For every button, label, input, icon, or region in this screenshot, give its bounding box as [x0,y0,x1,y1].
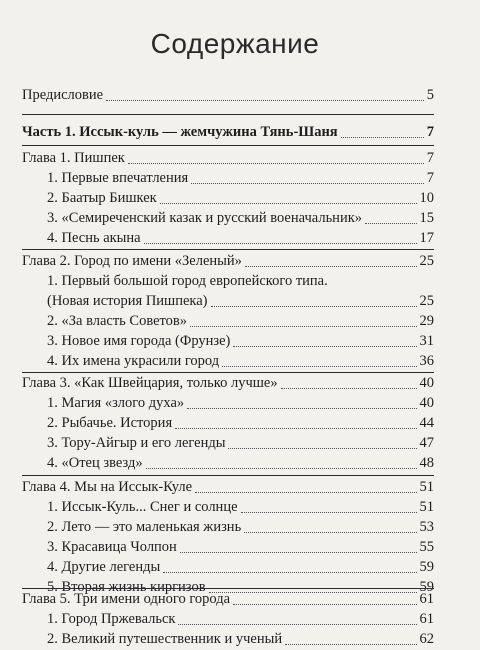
toc-entry-section [0,168,480,188]
page-title: Содержание [150,28,320,59]
toc-entry-label: 2. «За власть Советов» [47,313,188,329]
toc-entry-label: 1. Первый большой город европейского типа. [47,273,328,289]
toc-entry-page: 51 [419,479,434,495]
toc-entry-section [0,393,480,413]
toc-entry-page: 10 [419,190,434,206]
toc-entry-page: 48 [419,455,434,471]
toc-entry-section [0,228,480,248]
dot-leader [190,326,416,327]
toc-entry-label: 3. Тору-Айгыр и его легенды [47,435,226,451]
toc-entry-section [0,537,480,557]
toc-entry-page: 40 [419,395,434,411]
section-divider [22,145,434,146]
toc-entry-page: 29 [419,313,434,329]
toc-entry-label: 1. Первые впечатления [47,170,189,186]
toc-entry-page: 25 [419,293,434,309]
dot-leader [178,624,416,625]
toc-entry-section [0,331,480,351]
toc-entry-label: Глава 3. «Как Швейцария, только лучше» [22,375,278,391]
toc-entry-section [0,208,480,228]
toc-entry-label: 3. Красавица Чолпон [47,539,177,555]
dot-leader [222,366,416,367]
toc-entry-page: 53 [419,519,434,535]
toc-entry-label: 1. Город Пржевальск [47,611,176,627]
toc-entry-section [0,351,480,371]
toc-entry-page: 62 [419,631,434,647]
dot-leader [233,346,416,347]
dot-leader [144,243,417,244]
toc-entry-page: 61 [419,591,434,607]
toc-entry-label: (Новая история Пишпека) [47,293,208,309]
toc-entry-label: Часть 1. Иссык-куль — жемчужина Тянь-Шаня [22,124,338,140]
toc-entry-label: 1. Магия «злого духа» [47,395,185,411]
dot-leader [146,468,417,469]
toc-entry-page: 47 [419,435,434,451]
toc-entry-page: 59 [419,579,434,595]
toc-entry-label: 4. Их имена украсили город [47,353,220,369]
toc-entry-section [0,453,480,473]
dot-leader [241,512,417,513]
dot-leader [163,572,416,573]
dot-leader [228,448,416,449]
toc-entry-section [0,413,480,433]
toc-entry-label: 4. Песнь акына [47,230,141,246]
toc-entry-label: 3. «Семиреченский казак и русский военачальник» [47,210,362,226]
toc-entry-label: Глава 2. Город по имени «Зеленый» [22,253,242,269]
dot-leader [128,163,424,164]
dot-leader [211,306,417,307]
toc-entry-page: 40 [419,375,434,391]
toc-entry-page: 31 [419,333,434,349]
dot-leader [285,644,416,645]
toc-entry-page: 17 [419,230,434,246]
toc-entry-label: 1. Иссык-Куль... Снег и солнце [47,499,238,515]
toc-entry-label: Глава 4. Мы на Иссык-Куле [22,479,193,495]
toc-entry-label: Глава 1. Пишпек [22,150,125,166]
dot-leader [187,408,416,409]
toc-entry-section [0,311,480,331]
toc-entry-page: 55 [419,539,434,555]
dot-leader [191,183,424,184]
toc-entry-label: 2. Баатыр Бишкек [47,190,157,206]
toc-entry-label: Глава 5. Три имени одного города [22,591,231,607]
dot-leader [180,552,417,553]
toc-entry-label: 2. Великий путешественник и ученый [47,631,283,647]
dot-leader [341,137,424,138]
dot-leader [233,604,416,605]
toc-entry-section [0,629,480,649]
toc-entry-page: 25 [419,253,434,269]
toc-entry-page: 7 [426,170,434,186]
toc-entry-section [0,517,480,537]
toc-entry-page: 44 [419,415,434,431]
toc-entry-section-cont [0,291,480,311]
toc-entry-page: 7 [426,150,434,166]
dot-leader [175,428,416,429]
toc-entry-section [0,271,480,291]
toc-entry-chapter [0,148,480,168]
toc-entry-chapter [0,373,480,393]
toc-entry-page: 7 [426,124,434,140]
toc-entry-page: 59 [419,559,434,575]
section-divider [22,475,434,476]
dot-leader [195,492,416,493]
toc-entry-page: 61 [419,611,434,627]
toc-entry-label: 4. Другие легенды [47,559,161,575]
toc-entry-page: 15 [419,210,434,226]
toc-entry-page: 5 [426,87,434,103]
toc-entry-chapter [0,477,480,497]
toc-entry-label: 5. Вторая жизнь киргизов [47,579,206,595]
toc-entry-part [0,122,480,142]
toc-entry-section [0,433,480,453]
toc-entry-section [0,497,480,517]
toc-entry-section [0,557,480,577]
dot-leader [106,100,424,101]
toc-entry-label: 2. Рыбачье. История [47,415,173,431]
section-divider [22,249,434,250]
dot-leader [281,388,417,389]
dot-leader [365,223,417,224]
dot-leader [160,203,417,204]
toc-entry-chapter [0,589,480,609]
toc-entry-preface [0,85,480,105]
toc-entry-label: Предисловие [22,87,104,103]
toc-entry-page: 51 [419,499,434,515]
toc-entry-section [0,188,480,208]
toc-entry-label: 3. Новое имя города (Фрунзе) [47,333,231,349]
toc-entry-chapter [0,251,480,271]
dot-leader [244,532,416,533]
toc-entry-page: 36 [419,353,434,369]
section-divider [22,114,434,115]
toc-entry-label: 2. Лето — это маленькая жизнь [47,519,242,535]
dot-leader [245,266,417,267]
toc-entry-section [0,609,480,629]
toc-entry-label: 4. «Отец звезд» [47,455,143,471]
